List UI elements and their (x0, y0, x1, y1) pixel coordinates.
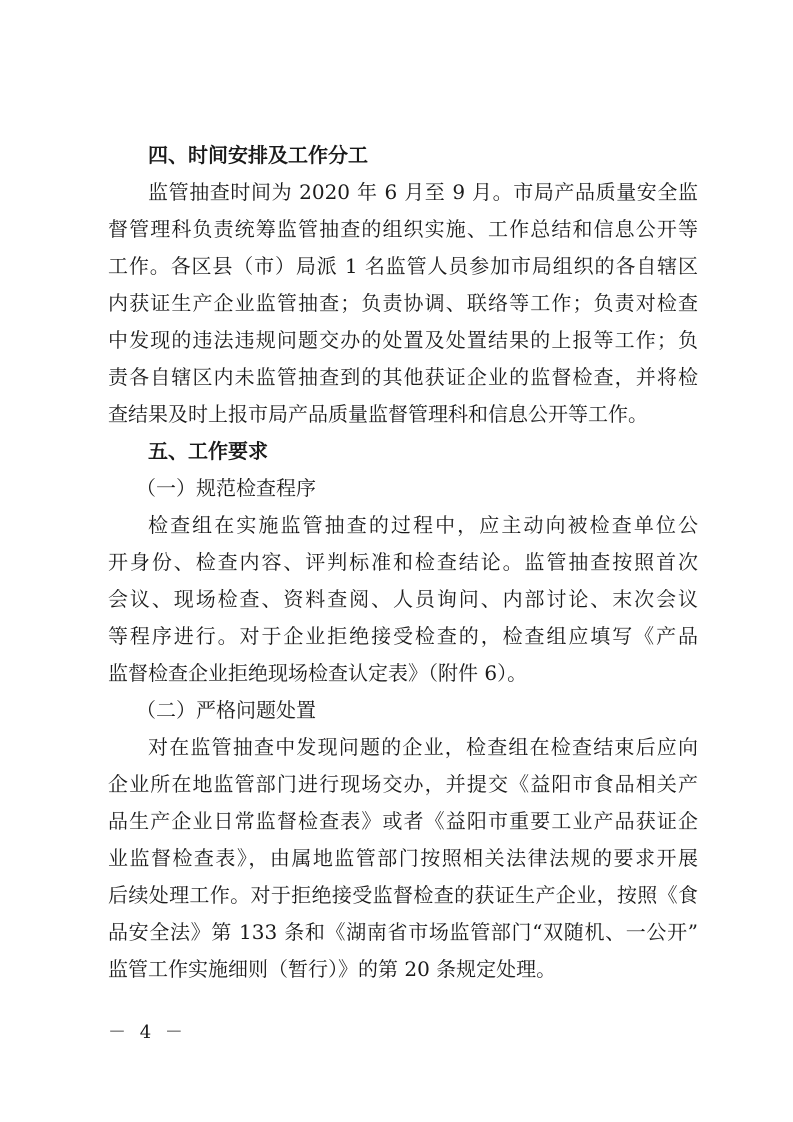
text-line: 对在监管抽查中发现问题的企业，检查组在检查结束后应向 (148, 735, 698, 759)
text-line: 监督检查企业拒绝现场检查认定表》（附件 6）。 (108, 661, 528, 685)
section-heading: 五、工作要求 (148, 439, 268, 463)
text-line: 中发现的违法违规问题交办的处置及处置结果的上报等工作；负 (108, 328, 698, 352)
subsection-heading: （一）规范检查程序 (136, 476, 316, 500)
page-number: － 4 － (108, 1022, 187, 1043)
subsection-heading: （二）严格问题处置 (136, 698, 316, 722)
text-line: 责各自辖区内未监管抽查到的其他获证企业的监督检查，并将检 (108, 365, 698, 389)
text-line: 业监督检查表》，由属地监管部门按照相关法律法规的要求开展 (108, 846, 698, 870)
text-line: 后续处理工作。对于拒绝接受监督检查的获证生产企业，按照《食 (108, 883, 698, 907)
text-line: 企业所在地监管部门进行现场交办，并提交《益阳市食品相关产 (108, 772, 698, 796)
text-line: 品安全法》第 133 条和《湖南省市场监管部门“双随机、一公开” (108, 920, 698, 944)
text-line: 查结果及时上报市局产品质量监督管理科和信息公开等工作。 (108, 402, 648, 426)
text-line: 内获证生产企业监管抽查；负责协调、联络等工作；负责对检查 (108, 291, 698, 315)
text-line: 监管抽查时间为 2020 年 6 月至 9 月。市局产品质量安全监 (148, 180, 698, 204)
text-line: 督管理科负责统筹监管抽查的组织实施、工作总结和信息公开等 (108, 217, 698, 241)
text-line: 开身份、检查内容、评判标准和检查结论。监管抽查按照首次 (108, 550, 698, 574)
section-heading: 四、时间安排及工作分工 (148, 143, 368, 167)
text-line: 检查组在实施监管抽查的过程中，应主动向被检查单位公 (148, 513, 698, 537)
document-body (108, 137, 698, 988)
text-line: 品生产企业日常监督检查表》或者《益阳市重要工业产品获证企 (108, 809, 698, 833)
text-line: 工作。各区县（市）局派 1 名监管人员参加市局组织的各自辖区 (108, 254, 698, 278)
text-line: 会议、现场检查、资料查阅、人员询问、内部讨论、末次会议 (108, 587, 698, 611)
text-line: 监管工作实施细则（暂行）》的第 20 条规定处理。 (108, 957, 557, 981)
text-line: 等程序进行。对于企业拒绝接受检查的，检查组应填写《产品 (108, 624, 698, 648)
